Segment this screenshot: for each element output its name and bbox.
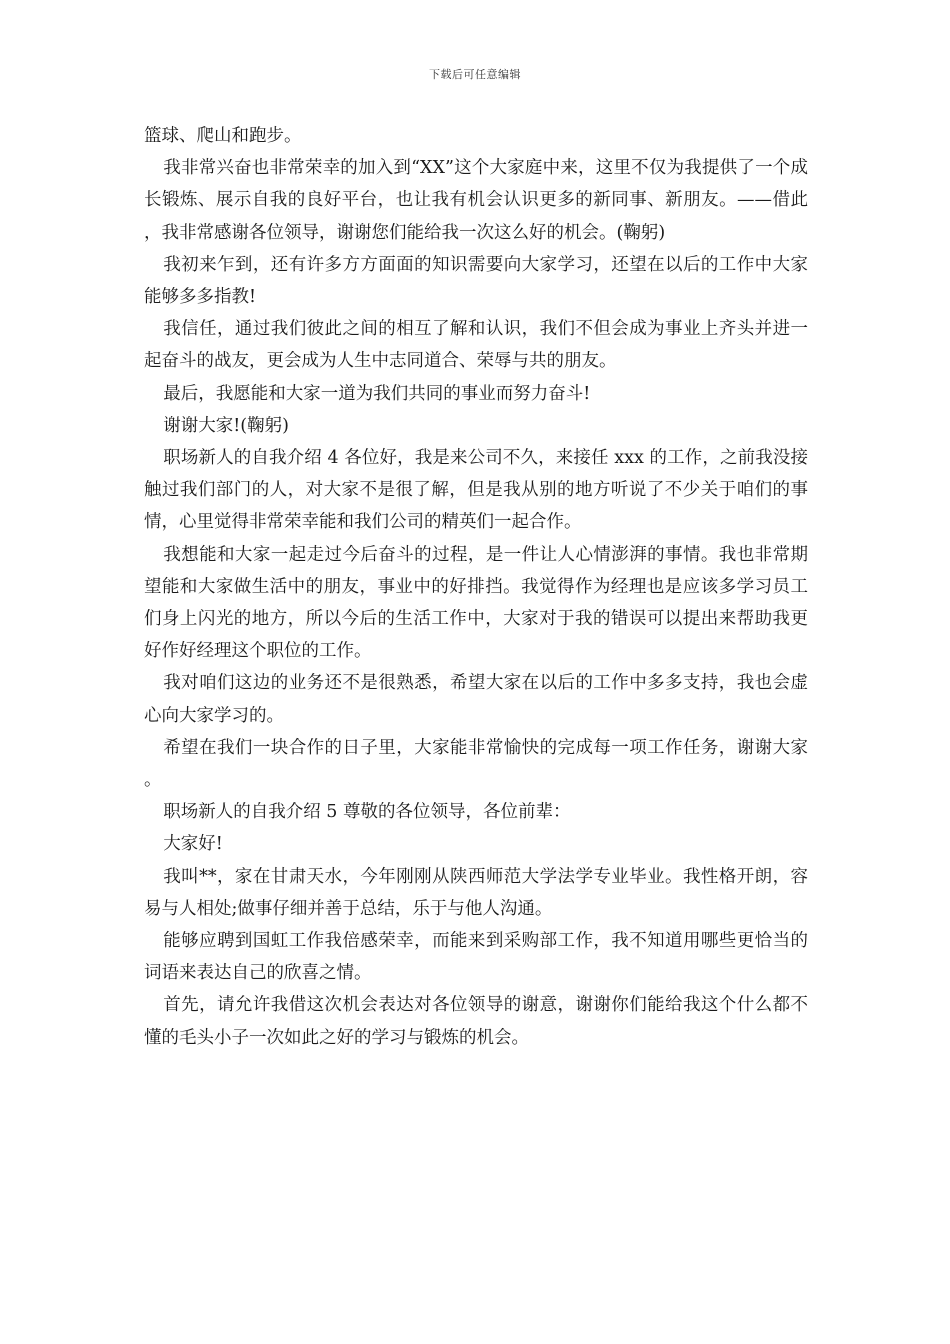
paragraph: 职场新人的自我介绍 4 各位好，我是来公司不久，来接任 xxx 的工作，之前我没接触过我们部门的人，对大家不是很了解，但是我从别的地方听说了不少关于咱们的事情，心里觉得非常荣幸能和我们公司的精英们一起合作。 [144,448,808,533]
paragraph: 首先，请允许我借这次机会表达对各位领导的谢意，谢谢你们能给我这个什么都不懂的毛头小子一次如此之好的学习与锻炼的机会。 [144,995,808,1048]
paragraph: 我对咱们这边的业务还不是很熟悉，希望大家在以后的工作中多多支持，我也会虚心向大家学习的。 [144,673,808,726]
paragraph: 最后，我愿能和大家一道为我们共同的事业而努力奋斗! [163,383,591,404]
paragraph: 篮球、爬山和跑步。 [144,126,302,146]
paragraph: 职场新人的自我介绍 5 尊敬的各位领导，各位前辈： [163,802,571,823]
paragraph: 我初来乍到，还有许多方方面面的知识需要向大家学习，还望在以后的工作中大家能够多多指教! [144,254,808,308]
paragraph: 我非常兴奋也非常荣幸的加入到“XX”这个大家庭中来，这里不仅为我提供了一个成长锻炼、展示自我的良好平台，也让我有机会认识更多的新同事、新朋友。——借此，我非常感谢各位领导，谢谢您们能给我一次这么好的机会。(鞠躬) [144,158,808,243]
paragraph: 能够应聘到国虹工作我倍感荣幸，而能来到采购部工作，我不知道用哪些更恰当的词语来表达自己的欣喜之情。 [144,931,808,984]
paragraph: 我叫**，家在甘肃天水，今年刚刚从陕西师范大学法学专业毕业。我性格开朗，容易与人相处;做事仔细并善于总结，乐于与他人沟通。 [144,866,808,919]
paragraph: 大家好! [163,834,223,855]
paragraph: 我想能和大家一起走过今后奋斗的过程，是一件让人心情澎湃的事情。我也非常期望能和大家做生活中的朋友，事业中的好排挡。我觉得作为经理也是应该多学习员工们身上闪光的地方，所以今后的生活工作中，大家对于我的错误可以提出来帮助我更好作好经理这个职位的工作。 [144,544,808,662]
paragraph: 谢谢大家!(鞠躬) [163,415,289,436]
paragraph: 希望在我们一块合作的日子里，大家能非常愉快的完成每一项工作任务，谢谢大家。 [144,737,808,791]
page-header: 下载后可任意编辑 [429,68,521,81]
document-body [144,120,808,1054]
paragraph: 我信任，通过我们彼此之间的相互了解和认识，我们不但会成为事业上齐头并进一起奋斗的战友，更会成为人生中志同道合、荣辱与共的朋友。 [144,319,808,372]
